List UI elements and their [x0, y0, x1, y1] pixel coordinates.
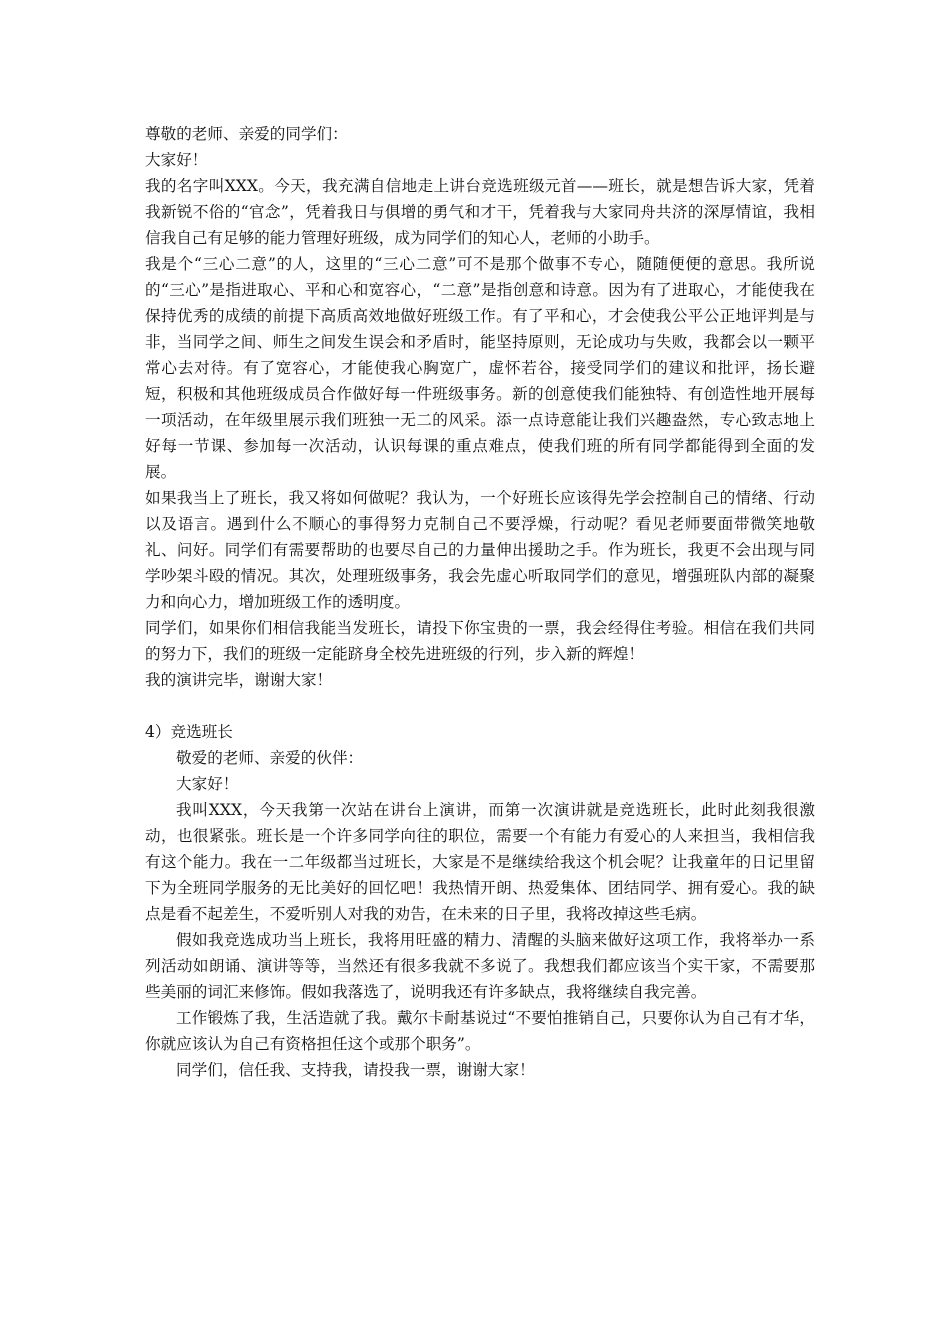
speech1-paragraph: 如果我当上了班长，我又将如何做呢？我认为，一个好班长应该得先学会控制自己的情绪、行动以及语言。遇到什么不顺心的事得努力克制自己不要浮燥，行动呢？看见老师要面带微笑地敬礼、问好。同学们有需要帮助的也要尽自己的力量伸出援助之手。作为班长，我更不会出现与同学吵架斗殴的情况。其次，处理班级事务，我会先虚心听取同学们的意见，增强班队内部的凝聚力和向心力，增加班级工作的透明度。 — [145, 489, 815, 611]
speech2-paragraph: 工作锻炼了我，生活造就了我。戴尔卡耐基说过“不要怕推销自己，只要你认为自己有才华，你就应该认为自己有资格担任这个或那个职务”。 — [145, 1009, 815, 1053]
speech1-salutation: 尊敬的老师、亲爱的同学们： — [145, 125, 348, 143]
speech-text-block — [145, 121, 815, 1083]
speech2-paragraph: 我叫XXX，今天我第一次站在讲台上演讲，而第一次演讲就是竞选班长，此时此刻我很激动，也很紧张。班长是一个许多同学向往的职位，需要一个有能力有爱心的人来担当，我相信我有这个能力。我在一二年级都当过班长，大家是不是继续给我这个机会呢？让我童年的日记里留下为全班同学服务的无比美好的回忆吧！我热情开朗、热爱集体、团结同学、拥有爱心。我的缺点是看不起差生，不爱听别人对我的劝告，在未来的日子里，我将改掉这些毛病。 — [145, 801, 815, 923]
speech2-paragraph: 假如我竞选成功当上班长，我将用旺盛的精力、清醒的头脑来做好这项工作，我将举办一系列活动如朗诵、演讲等等，当然还有很多我就不多说了。我想我们都应该当个实干家，不需要那些美丽的词汇来修饰。假如我落选了，说明我还有许多缺点，我将继续自我完善。 — [145, 931, 815, 1001]
speech2-heading: 4）竞选班长 — [145, 723, 233, 741]
speech1-greeting: 大家好！ — [145, 151, 208, 169]
speech1-paragraph: 我是个“三心二意”的人，这里的“三心二意”可不是那个做事不专心，随随便便的意思。我所说的“三心”是指进取心、平和心和宽容心，“二意”是指创意和诗意。因为有了进取心，才能使我在保持优秀的成绩的前提下高质高效地做好班级工作。有了平和心，才会使我公平公正地评判是与非，当同学之间、师生之间发生误会和矛盾时，能坚持原则，无论成功与失败，我都会以一颗平常心去对待。有了宽容心，才能使我心胸宽广，虚怀若谷，接受同学们的建议和批评，扬长避短，积极和其他班级成员合作做好每一件班级事务。新的创意使我们能独特、有创造性地开展每一项活动，在年级里展示我们班独一无二的风采。添一点诗意能让我们兴趣盎然，专心致志地上好每一节课、参加每一次活动，认识每课的重点难点，使我们班的所有同学都能得到全面的发展。 — [145, 255, 815, 481]
speech1-closing: 我的演讲完毕，谢谢大家！ — [145, 671, 333, 689]
speech1-paragraph: 我的名字叫XXX。今天，我充满自信地走上讲台竞选班级元首——班长，就是想告诉大家，凭着我新锐不俗的“官念”，凭着我日与俱增的勇气和才干，凭着我与大家同舟共济的深厚情谊，我相信我自己有足够的能力管理好班级，成为同学们的知心人，老师的小助手。 — [145, 177, 815, 247]
section-spacer — [145, 693, 815, 719]
speech2-greeting: 大家好！ — [176, 775, 239, 793]
speech2-salutation: 敬爱的老师、亲爱的伙伴： — [176, 749, 364, 767]
speech2-paragraph: 同学们，信任我、支持我，请投我一票，谢谢大家！ — [176, 1061, 535, 1079]
speech1-paragraph: 同学们，如果你们相信我能当发班长，请投下你宝贵的一票，我会经得住考验。相信在我们共同的努力下，我们的班级一定能跻身全校先进班级的行列，步入新的辉煌！ — [145, 619, 815, 663]
